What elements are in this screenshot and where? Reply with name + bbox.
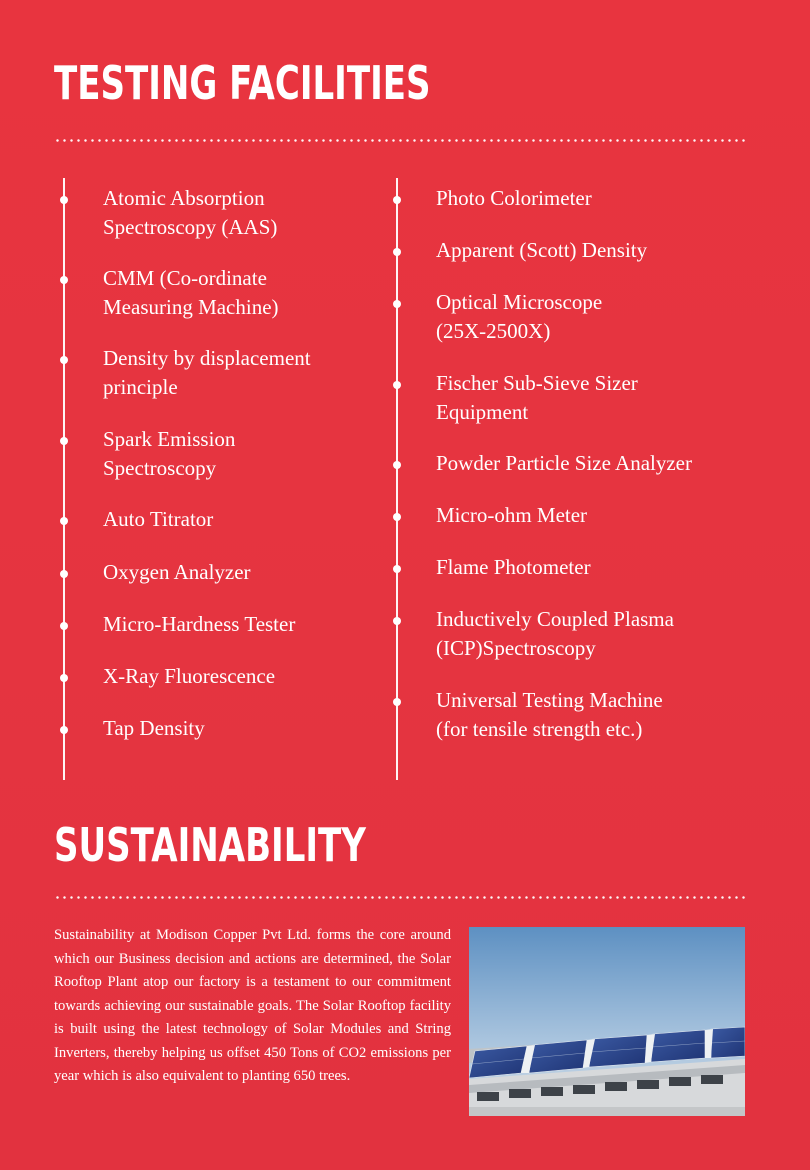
bullet-icon: [60, 622, 68, 630]
list-item-label: Measuring Machine): [103, 295, 279, 319]
list-item-label: Atomic Absorption: [103, 186, 265, 210]
list-item-label: Powder Particle Size Analyzer: [436, 451, 692, 475]
bullet-icon: [60, 437, 68, 445]
bullet-icon: [393, 461, 401, 469]
bullet-icon: [393, 196, 401, 204]
bullet-icon: [60, 570, 68, 578]
list-item-label: Spark Emission: [103, 427, 236, 451]
list-item-label: Auto Titrator: [103, 507, 214, 531]
list-item-label: Micro-Hardness Tester: [103, 612, 296, 636]
dotted-divider: [54, 139, 746, 142]
list-item-label: Photo Colorimeter: [436, 186, 592, 210]
bullet-icon: [60, 674, 68, 682]
list-item-label: Inductively Coupled Plasma: [436, 607, 674, 631]
solar-rooftop-photo: [469, 927, 745, 1116]
list-item-label: Fischer Sub-Sieve Sizer: [436, 371, 638, 395]
list-item-label: X-Ray Fluorescence: [103, 664, 276, 688]
list-item-label: principle: [103, 375, 178, 399]
list-item-label: (for tensile strength etc.): [436, 717, 643, 741]
bullet-icon: [393, 381, 401, 389]
list-item-label: Density by displacement: [103, 346, 311, 370]
bullet-icon: [60, 517, 68, 525]
list-item-label: Spectroscopy: [103, 456, 217, 480]
list-item-label: Apparent (Scott) Density: [436, 238, 648, 262]
sustainability-heading: SUSTAINABILITY: [54, 818, 366, 872]
list-item-label: CMM (Co-ordinate: [103, 266, 267, 290]
list-item-label: Flame Photometer: [436, 555, 591, 579]
list-item-label: (25X-2500X): [436, 319, 551, 343]
list-item-label: Micro-ohm Meter: [436, 503, 588, 527]
bullet-icon: [393, 698, 401, 706]
bullet-icon: [60, 356, 68, 364]
list-item-label: Oxygen Analyzer: [103, 560, 251, 584]
bullet-icon: [60, 726, 68, 734]
sustainability-paragraph: Sustainability at Modison Copper Pvt Ltd. forms the core around which our Business decision and actions are determined, the Solar Rooftop Plant atop our factory is a testament to our commitment towards achieving our sustainable goals. The Solar Rooftop facility is built using the latest technology of Solar Modules and String Inverters, thereby helping us offset 450 Tons of CO2 emissions per year which is also equivalent to planting 650 trees.: [54, 927, 451, 1084]
testing-list-left: [63, 178, 385, 780]
bullet-icon: [393, 565, 401, 573]
bullet-icon: [393, 248, 401, 256]
testing-list-right: [396, 178, 738, 780]
list-item-label: Universal Testing Machine: [436, 688, 663, 712]
bullet-icon: [60, 276, 68, 284]
list-item-label: Spectroscopy (AAS): [103, 215, 278, 239]
list-item-label: (ICP)Spectroscopy: [436, 636, 596, 660]
bullet-icon: [393, 617, 401, 625]
list-item-label: Optical Microscope: [436, 290, 603, 314]
bullet-icon: [393, 300, 401, 308]
testing-facilities-heading: TESTING FACILITIES: [54, 56, 431, 110]
bullet-icon: [393, 513, 401, 521]
dotted-divider: [54, 896, 746, 899]
bullet-icon: [60, 196, 68, 204]
list-item-label: Equipment: [436, 400, 529, 424]
list-item-label: Tap Density: [103, 716, 205, 740]
